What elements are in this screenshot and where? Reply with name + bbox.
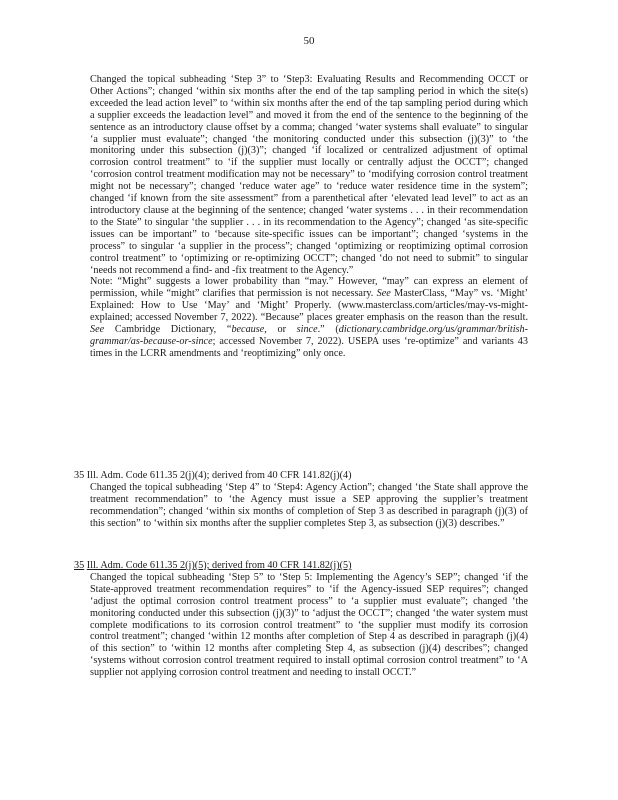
note-paragraph: [90, 276, 528, 359]
masterclass-citation: MasterClass, “May” vs. ‘Might’ Explained: How to Use ‘May’ and ‘Might’ Properly. (www.masterclass.com/articles/may-vs-might-explained; accessed November 7, 2022). “Because” places greater emphasis on the reason than the result.: [90, 288, 529, 324]
footnote-text: Changed the topical subheading ‘Step 5” to ‘Step 5: Implementing the Agency’s SEP”; changed ‘if the State-approved treatment recommendation requires” to ‘if the Agency-issued SEP requires”; changed ‘adjust the optimal corrosion control treatment process” to ‘a supplier must evaluate”; changed ‘the monitoring conducted under this subsection (j)(3)” to ‘adjust the OCCT”; changed ‘the water system must complete modifications to its corrosion control treatment” to ‘the supplier must modify its corrosion control treatment”; changed ‘within 12 months after completion of Step 4 as described in paragraph (j)(4) of this section” to ‘within 12 months after completing Step 4, as subsection (j)(4) describes”; changed ‘systems without corrosion control treatment required to install optimal corrosion control treatment” to ‘A supplier not applying corrosion control treatment and needing to install OCCT.”: [90, 571, 528, 679]
see-signal: See: [376, 288, 391, 300]
see-signal: See: [90, 324, 105, 336]
cambridge-url: dictionary.cambridge.org/us/grammar/british-grammar/as-because-or-since: [90, 324, 528, 347]
cambridge-citation: Cambridge Dictionary, “: [114, 324, 232, 336]
note-text: “Might” suggests a lower probability than “may.” However, “may” can express an element of permission, while “might” clarifies that permission is not necessary.: [90, 276, 528, 300]
footnote-source: Ill. Adm. Code 611.35 2(j)(4); derived from 40 CFR 141.82(j)(4): [86, 470, 352, 481]
note-label: Note:: [90, 276, 113, 288]
footnote-continuation: [90, 74, 528, 360]
footnote-text: Changed the topical subheading ‘Step 4” to ‘Step4: Agency Action”; changed ‘the State shall approve the treatment recommendation” to ‘the Agency must issue a SEP approving the supplier’s treatment recommendation”; changed ‘within six months of completion of Step 3 as described in paragraph (j)(3) of this section” to ‘within six months after the supplier completes Step 3, as subsection (j)(3) describes.”: [90, 481, 528, 529]
because-word: because: [231, 324, 265, 336]
cambridge-citation-close: .” (: [317, 324, 339, 336]
continuation-paragraph: Changed the topical subheading ‘Step 3” to ‘Step3: Evaluating Results and Recommending OCCT or Other Actions”; changed ‘within six months after the end of the tap sampling period in which the site(s) exceeded the lead action level” to ‘within six months after the end of the tap sampling period during which a supplier exceeds the leadaction level” and moved it from the end of the sentence to the beginning of the sentence as an introductory clause offset by a comma; changed ‘water systems shall evaluate” to singular ‘a supplier must evaluate”; changed ‘the monitoring conducted under this subsection (j)(3)” to ‘the monitoring under this subsection (j)(3)”; changed ‘if localized or centralized adjustment of optimal corrosion control treatment” to ‘if the supplier must locally or centrally adjust the OCCT”; changed ‘corrosion control treatment modification may not be necessary” to ‘modifying corrosion control treatment might not be necessary”; changed ‘reduce water age” to ‘reduce water residence time in the system”; changed ‘if known from the site assessment” from a parenthetical after ‘elevated lead level” to act as an introductory clause at the beginning of the sentence; changed ‘water systems . . . in their recommendation to the State” to singular ‘the supplier . . . in its recommendation to the Agency”; changed ‘as site-specific issues can be important” to ‘because site-specific issues can be important”; changed ‘systems in the process” to singular ‘a supplier in the process”; changed ‘optimizing or reoptimizing optimal corrosion control treatment” to ‘optimizing or re-optimizing OCCT”; changed ‘do not need to submit” to singular ‘needs not recommend a find- and -fix treatment to the Agency.”: [90, 74, 528, 276]
since-word: since: [296, 324, 318, 336]
footnote: [74, 470, 528, 530]
footnote-number: 35: [74, 470, 85, 481]
or-word: , or: [264, 324, 286, 336]
footnote-heading: [74, 560, 528, 572]
footnote-heading: [74, 470, 528, 482]
footnote-number: 35: [74, 560, 85, 571]
cambridge-citation-tail: ; accessed November 7, 2022). USEPA uses ‘re-optimize” and variants 43 times in the LCRR amendments and ‘reoptimizing” only once.: [90, 335, 528, 359]
footnote: [74, 560, 528, 679]
page-number: 50: [303, 35, 315, 47]
footnote-source: Ill. Adm. Code 611.35 2(j)(5); derived from 40 CFR 141.82(j)(5): [86, 560, 352, 571]
